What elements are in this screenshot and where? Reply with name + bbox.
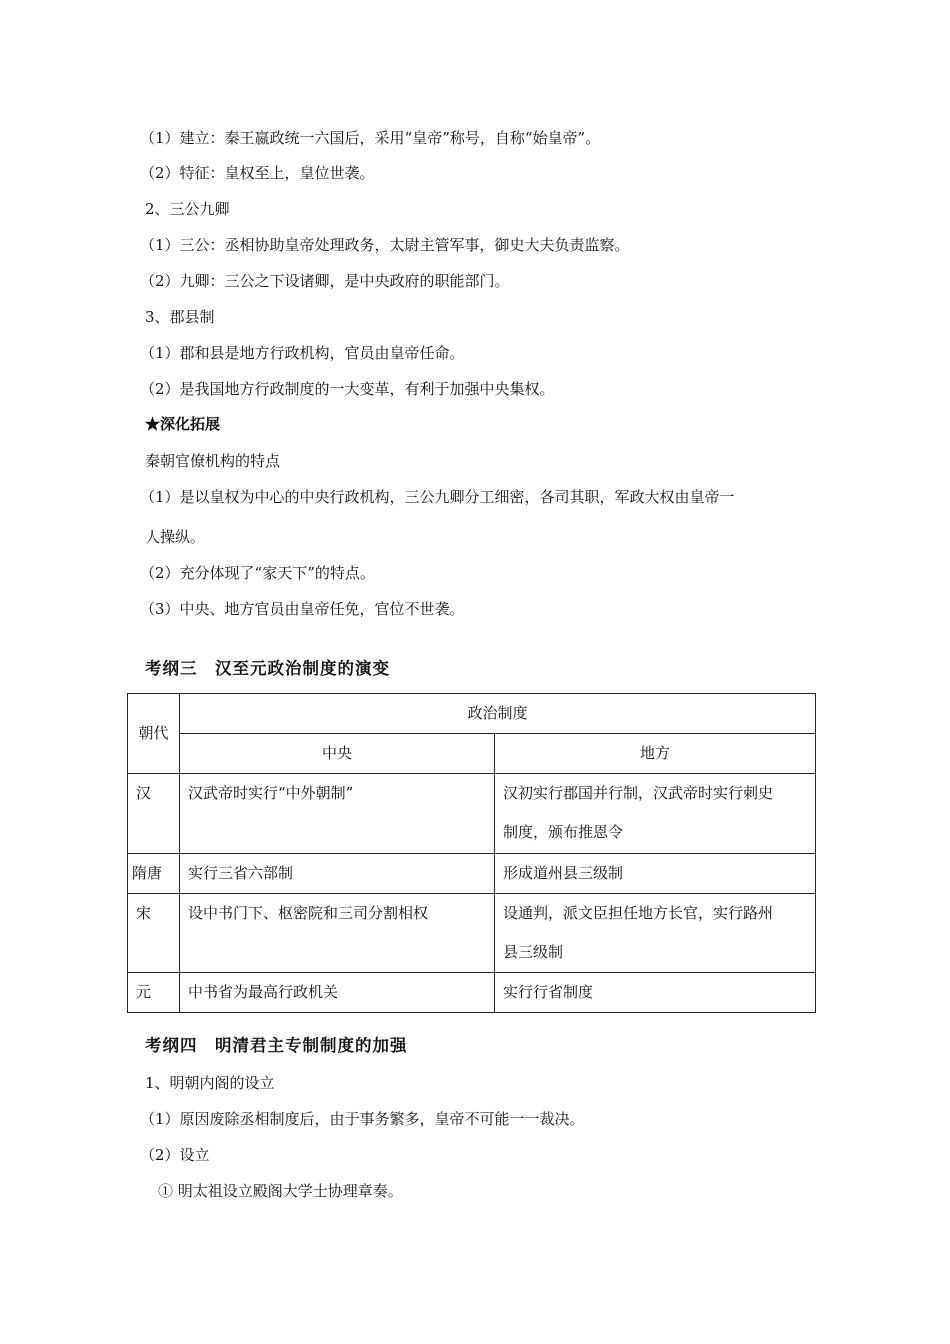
cell-local-line: 汉初实行郡国并行制，汉武帝时实行刺史 — [503, 784, 774, 802]
section3-title: 考纲三 汉至元政治制度的演变 — [145, 659, 390, 678]
cell-local — [495, 894, 816, 973]
text-line: （3）中央、地方官员由皇帝任免，官位不世袭。 — [140, 600, 465, 618]
cell-dynasty: 隋唐 — [128, 854, 180, 894]
cell-central: 设中书门下、枢密院和三司分割相权 — [180, 894, 495, 973]
table-row — [128, 854, 816, 894]
table-row — [128, 774, 816, 854]
text-line: ① 明太祖设立殿阁大学士协理章奏。 — [158, 1182, 403, 1200]
cell-local-line: 县三级制 — [503, 943, 564, 961]
section4-title: 考纲四 明清君主专制制度的加强 — [145, 1036, 408, 1055]
text-line: （2）充分体现了“家天下”的特点。 — [140, 564, 375, 582]
text-line: （2）是我国地方行政制度的一大变革，有利于加强中央集权。 — [140, 380, 555, 398]
cell-local: 实行行省制度 — [495, 973, 816, 1013]
header-political-system: 政治制度 — [180, 694, 816, 734]
expand-title: ★深化拓展 — [145, 415, 221, 433]
header-central: 中央 — [180, 734, 495, 774]
cell-central: 汉武帝时实行“中外朝制” — [180, 774, 495, 854]
text-line: （2）九卿：三公之下设诸卿，是中央政府的职能部门。 — [140, 272, 510, 290]
header-dynasty: 朝代 — [128, 694, 180, 774]
political-system-table — [127, 693, 816, 1013]
header-local: 地方 — [495, 734, 816, 774]
expand-subtitle: 秦朝官僚机构的特点 — [145, 452, 281, 470]
cell-dynasty: 宋 — [128, 894, 180, 973]
cell-dynasty: 元 — [128, 973, 180, 1013]
text-line: （1）建立：秦王嬴政统一六国后，采用“皇帝”称号，自称“始皇帝”。 — [140, 129, 601, 147]
text-line: （2）特征：皇权至上，皇位世袭。 — [140, 164, 375, 182]
section-heading: 1、明朝内阁的设立 — [145, 1074, 275, 1092]
section-heading: 2、三公九卿 — [145, 200, 230, 218]
text-line: （1）原因废除丞相制度后，由于事务繁多，皇帝不可能一一裁决。 — [140, 1110, 585, 1128]
section-heading: 3、郡县制 — [145, 308, 215, 326]
cell-central: 中书省为最高行政机关 — [180, 973, 495, 1013]
text-line: 人操纵。 — [145, 528, 206, 546]
text-line: （1）三公：丞相协助皇帝处理政务，太尉主管军事，御史大夫负责监察。 — [140, 236, 630, 254]
cell-local — [495, 774, 816, 854]
cell-central: 实行三省六部制 — [180, 854, 495, 894]
cell-local-line: 设通判，派文臣担任地方长官，实行路州 — [503, 904, 774, 922]
cell-local-line: 制度，颁布推恩令 — [503, 823, 624, 841]
text-line: （1）是以皇权为中心的中央行政机构，三公九卿分工细密，各司其职，军政大权由皇帝一 — [140, 488, 735, 506]
cell-local: 形成道州县三级制 — [495, 854, 816, 894]
table-row — [128, 894, 816, 973]
text-line: （2）设立 — [140, 1146, 210, 1164]
text-line: （1）郡和县是地方行政机构，官员由皇帝任命。 — [140, 344, 465, 362]
cell-dynasty: 汉 — [128, 774, 180, 854]
table-row — [128, 973, 816, 1013]
